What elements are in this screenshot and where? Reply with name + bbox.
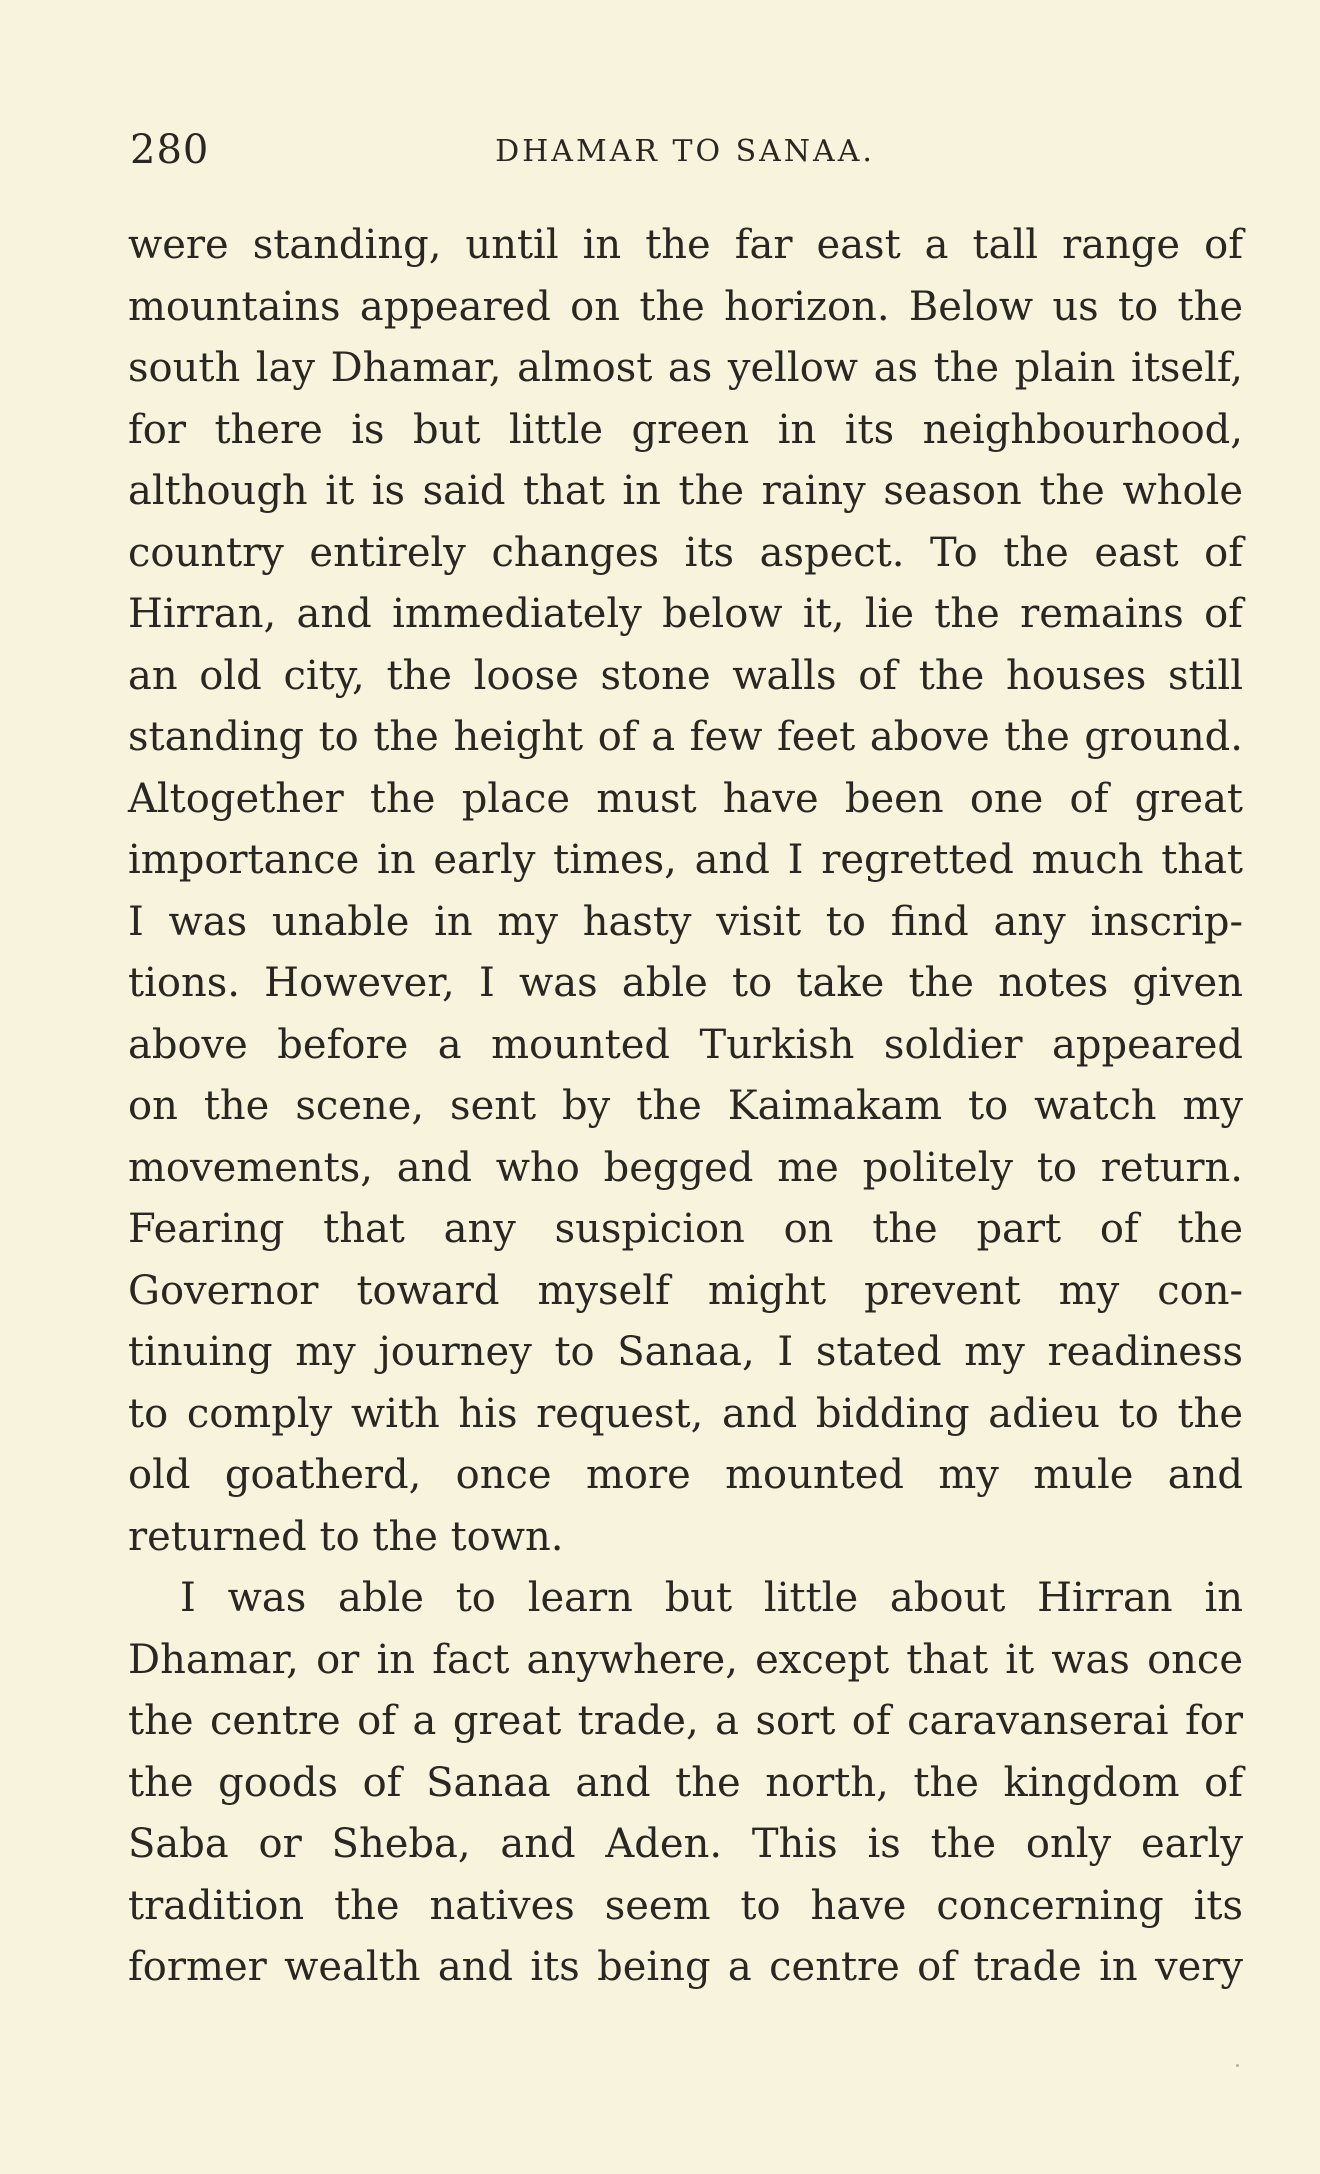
running-head — [130, 125, 1240, 175]
text-line: tinuing my journey to Sanaa, I stated my readiness — [128, 1329, 1243, 1375]
body-text — [128, 215, 1243, 1999]
text-line: movements, and who begged me politely to return. — [128, 1144, 1243, 1191]
text-line: country entirely changes its aspect. To the east of — [128, 529, 1243, 576]
text-line: the centre of a great trade, a sort of caravanserai for — [128, 1698, 1243, 1744]
text-line: tions. However, I was able to take the notes given — [128, 960, 1243, 1006]
text-line: Dhamar, or in fact anywhere, except that it was once — [128, 1636, 1243, 1683]
text-line: Altogether the place must have been one of great — [128, 775, 1243, 822]
text-line: although it is said that in the rainy season the whole — [128, 468, 1243, 514]
text-line: standing to the height of a few feet above the ground. — [128, 714, 1243, 760]
text-line: to comply with his request, and bidding adieu to the — [128, 1390, 1243, 1437]
running-title: DHAMAR TO SANAA. — [495, 134, 875, 169]
text-line-paragraph-end: returned to the town. — [128, 1513, 564, 1560]
text-line: Fearing that any suspicion on the part of the — [128, 1206, 1243, 1252]
page-number: 280 — [130, 127, 210, 173]
text-line: south lay Dhamar, almost as yellow as the plain itself, — [128, 345, 1243, 391]
text-line: Saba or Sheba, and Aden. This is the only early — [128, 1821, 1243, 1867]
paper-speck — [1236, 2064, 1239, 2067]
text-line: the goods of Sanaa and the north, the kingdom of — [128, 1759, 1243, 1806]
text-line: for there is but little green in its neighbourhood, — [128, 406, 1243, 453]
text-line: I was unable in my hasty visit to find any inscrip- — [128, 898, 1243, 945]
text-line: Governor toward myself might prevent my con- — [128, 1267, 1243, 1314]
text-line: an old city, the loose stone walls of the houses still — [128, 652, 1243, 699]
text-line: importance in early times, and I regretted much that — [128, 837, 1243, 883]
text-line: old goatherd, once more mounted my mule and — [128, 1452, 1243, 1498]
text-line: were standing, until in the far east a tall range of — [128, 222, 1243, 268]
text-line: on the scene, sent by the Kaimakam to watch my — [128, 1083, 1243, 1129]
text-line: Hirran, and immediately below it, lie the remains of — [128, 591, 1243, 637]
text-line: former wealth and its being a centre of trade in very — [128, 1944, 1243, 1990]
text-line: mountains appeared on the horizon. Below us to the — [128, 283, 1243, 330]
text-line-paragraph-start: I was able to learn but little about Hirran in — [180, 1575, 1243, 1621]
text-line: above before a mounted Turkish soldier appeared — [128, 1021, 1243, 1068]
text-line: tradition the natives seem to have concerning its — [128, 1882, 1243, 1929]
